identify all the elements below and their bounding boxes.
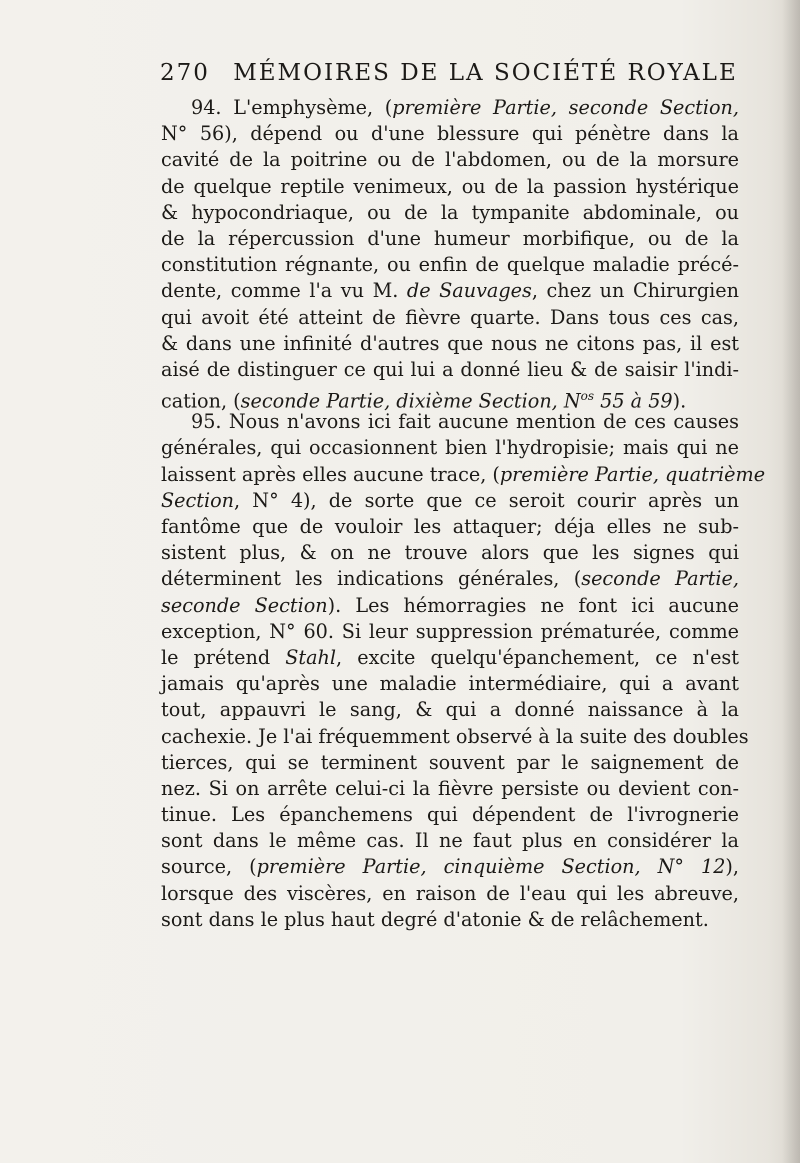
text-span: source, (: [161, 855, 257, 879]
text-line: [161, 645, 739, 671]
text-span: lorsque des viscères, en raison de l'eau qui les abreuve,: [161, 881, 739, 905]
text-span: , excite quelqu'épanchement, ce n'est: [336, 645, 739, 669]
text-line: [161, 200, 739, 226]
text-line: [161, 514, 739, 540]
text-line: [161, 697, 739, 723]
text-span: cachexie. Je l'ai fréquemment observé à la suite des doubles: [161, 724, 749, 748]
text-span: ).: [672, 389, 687, 413]
text-line: [161, 278, 739, 304]
text-span: de la répercussion d'une humeur morbifique, ou de la: [161, 226, 739, 250]
text-span: sistent plus, & on ne trouve alors que les signes qui: [161, 541, 739, 565]
text-span: & dans une infinité d'autres que nous ne citons pas, il est: [161, 331, 739, 355]
text-span: tout, appauvri le sang, & qui a donné naissance à la: [161, 698, 739, 722]
text-line: [161, 828, 739, 854]
text-line: [161, 750, 739, 776]
text-line: [161, 593, 739, 619]
text-span: sont dans le même cas. Il ne faut plus en considérer la: [161, 829, 739, 853]
superscript-text: os: [580, 389, 595, 404]
text-span: 95. Nous n'avons ici fait aucune mention de ces causes: [191, 410, 739, 434]
text-span: cavité de la poitrine ou de l'abdomen, ou de la morsure: [161, 148, 739, 172]
text-line: [161, 881, 739, 907]
text-line: [161, 619, 739, 645]
text-line: [161, 226, 739, 252]
text-line: [161, 357, 739, 383]
text-line: [161, 724, 749, 750]
text-line: [161, 121, 739, 147]
italic-text: seconde Section: [161, 593, 328, 617]
italic-text: de Sauvages: [406, 279, 532, 303]
text-line: [161, 907, 739, 933]
text-line: [161, 383, 739, 413]
text-span: tierces, qui se terminent souvent par le saignement de: [161, 750, 739, 774]
italic-text: seconde Partie,: [581, 567, 739, 591]
running-header: [160, 60, 760, 86]
text-span: , N° 4), de sorte que ce seroit courir après un: [234, 488, 739, 512]
text-line: [161, 671, 739, 697]
text-span: cation, (: [161, 389, 241, 413]
italic-text: seconde Partie, dixième Section, N: [240, 389, 581, 413]
text-span: ). Les hémorragies ne font ici aucune: [327, 593, 739, 617]
text-line: [161, 435, 739, 461]
text-span: sont dans le plus haut degré d'atonie & de relâchement.: [161, 907, 709, 931]
text-line: [161, 462, 766, 488]
italic-text: première Partie, quatrième: [499, 462, 766, 486]
text-span: & hypocondriaque, ou de la tympanite abdominale, ou: [161, 200, 739, 224]
text-span: 94. L'emphysème, (: [191, 96, 393, 119]
italic-text: 55 à 59: [594, 389, 673, 413]
italic-text: Section: [161, 488, 235, 512]
text-line: [161, 147, 739, 173]
text-line: [161, 174, 739, 200]
text-line: [161, 331, 739, 357]
text-line: [161, 488, 739, 514]
text-span: de quelque reptile venimeux, ou de la passion hystérique: [161, 174, 739, 198]
text-line: [161, 540, 739, 566]
text-span: tinue. Les épanchemens qui dépendent de l'ivrognerie: [161, 803, 739, 827]
italic-text: première Partie, seconde Section,: [392, 96, 739, 119]
page-edge-shadow: [782, 0, 800, 1163]
text-line: [161, 566, 739, 592]
text-line: [161, 802, 739, 828]
text-span: jamais qu'après une maladie intermédiaire, qui a avant: [161, 672, 739, 696]
italic-text: première Partie, cinquième Section, N° 12: [256, 855, 726, 879]
text-line: [161, 95, 739, 121]
text-line: [161, 776, 739, 802]
text-line: [161, 854, 739, 880]
text-span: déterminent les indications générales, (: [161, 567, 582, 591]
text-span: aisé de distinguer ce qui lui a donné lieu & de saisir l'indi-: [161, 357, 739, 381]
text-span: laissent après elles aucune trace, (: [161, 462, 500, 486]
text-span: générales, qui occasionnent bien l'hydropisie; mais qui ne: [161, 436, 739, 460]
text-line: [161, 305, 739, 331]
text-span: fantôme que de vouloir les attaquer; déja elles ne sub-: [161, 515, 739, 538]
text-line: [161, 252, 739, 278]
body-text: [161, 95, 766, 933]
text-span: qui avoit été atteint de fièvre quarte. Dans tous ces cas,: [161, 305, 739, 329]
italic-text: Stahl: [285, 645, 337, 669]
text-span: , chez un Chirurgien: [531, 279, 739, 303]
page-number: 270: [160, 60, 210, 86]
text-span: ),: [725, 855, 739, 879]
text-span: constitution régnante, ou enfin de quelque maladie précé-: [161, 253, 739, 277]
text-span: le prétend: [161, 645, 286, 669]
text-span: nez. Si on arrête celui-ci la fièvre persiste ou devient con-: [161, 776, 739, 800]
text-span: exception, N° 60. Si leur suppression prématurée, comme: [161, 619, 739, 643]
text-span: dente, comme l'a vu M.: [161, 279, 407, 303]
text-line: [161, 409, 739, 435]
text-span: N° 56), dépend ou d'une blessure qui pénètre dans la: [161, 122, 739, 146]
running-title: MÉMOIRES DE LA SOCIÉTÉ ROYALE: [233, 60, 738, 86]
